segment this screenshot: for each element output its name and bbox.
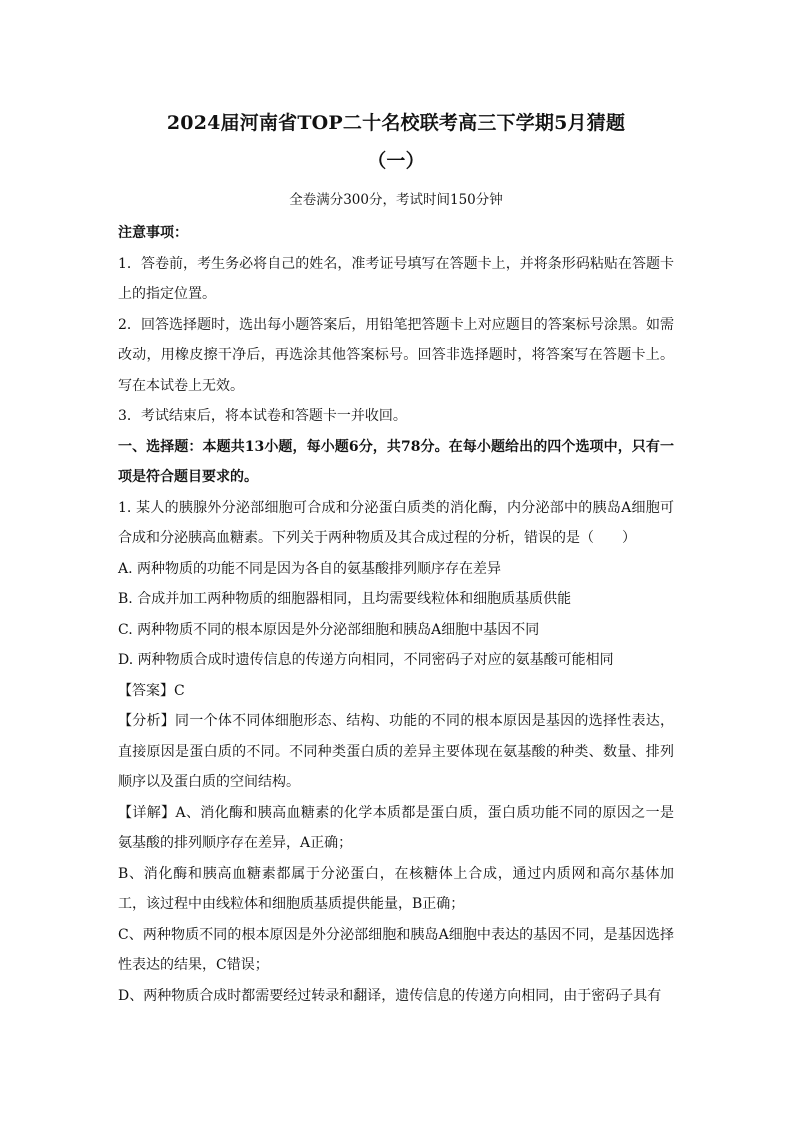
- question-1-option-c: C. 两种物质不同的根本原因是外分泌部细胞和胰岛A细胞中基因不同: [118, 621, 540, 638]
- exam-subtitle: 全卷满分300分，考试时间150分钟: [289, 192, 503, 208]
- section-heading: 一、选择题：本题共13小题，每小题6分，共78分。在每小题给出的四个选项中，只有一项是符合题目要求的。: [118, 438, 674, 485]
- notice-item-1: 1．答卷前，考生务必将自己的姓名，准考证号填写在答题卡上，并将条形码粘贴在答题卡上的指定位置。: [118, 255, 674, 302]
- question-1-detail-a: 【详解】A、消化酶和胰高血糖素的化学本质都是蛋白质，蛋白质功能不同的原因之一是氨基酸的排列顺序存在差异，A正确；: [118, 804, 674, 851]
- question-1-option-d: D. 两种物质合成时遗传信息的传递方向相同，不同密码子对应的氨基酸可能相同: [118, 652, 614, 668]
- question-1-option-a: A. 两种物质的功能不同是因为各自的氨基酸排列顺序存在差异: [118, 560, 502, 577]
- notice-heading: 注意事项：: [118, 225, 188, 241]
- question-1-detail-c: C、两种物质不同的根本原因是外分泌部细胞和胰岛A细胞中表达的基因不同，是基因选择性表达的结果，C错误；: [118, 926, 674, 973]
- question-1-answer: 【答案】C: [118, 682, 185, 699]
- exam-title-line-2: （一）: [367, 150, 425, 172]
- question-1-detail-b: B、消化酶和胰高血糖素都属于分泌蛋白，在核糖体上合成，通过内质网和高尔基体加工，该过程中由线粒体和细胞质基质提供能量，B正确；: [118, 865, 674, 912]
- question-1-analysis: 【分析】同一个体不同体细胞形态、结构、功能的不同的根本原因是基因的选择性表达，直接原因是蛋白质的不同。不同种类蛋白质的差异主要体现在氨基酸的种类、数量、排列顺序以及蛋白质的空间结构。: [118, 713, 674, 790]
- notice-item-2: 2．回答选择题时，选出每小题答案后，用铅笔把答题卡上对应题目的答案标号涂黑。如需改动，用橡皮擦干净后，再选涂其他答案标号。回答非选择题时，将答案写在答题卡上。写在本试卷上无效。: [118, 316, 674, 394]
- question-1-stem: 1. 某人的胰腺外分泌部细胞可合成和分泌蛋白质类的消化酶，内分泌部中的胰岛A细胞可合成和分泌胰高血糖素。下列关于两种物质及其合成过程的分析，错误的是（ ）: [118, 499, 674, 546]
- question-1-option-b: B. 合成并加工两种物质的细胞器相同，且均需要线粒体和细胞质基质供能: [118, 591, 572, 607]
- question-1-detail-d: D、两种物质合成时都需要经过转录和翻译，遗传信息的传递方向相同，由于密码子具有: [118, 987, 662, 1004]
- exam-title-line-1: 2024届河南省TOP二十名校联考高三下学期5月猜题: [166, 112, 626, 134]
- notice-item-3: 3．考试结束后，将本试卷和答题卡一并收回。: [118, 408, 407, 424]
